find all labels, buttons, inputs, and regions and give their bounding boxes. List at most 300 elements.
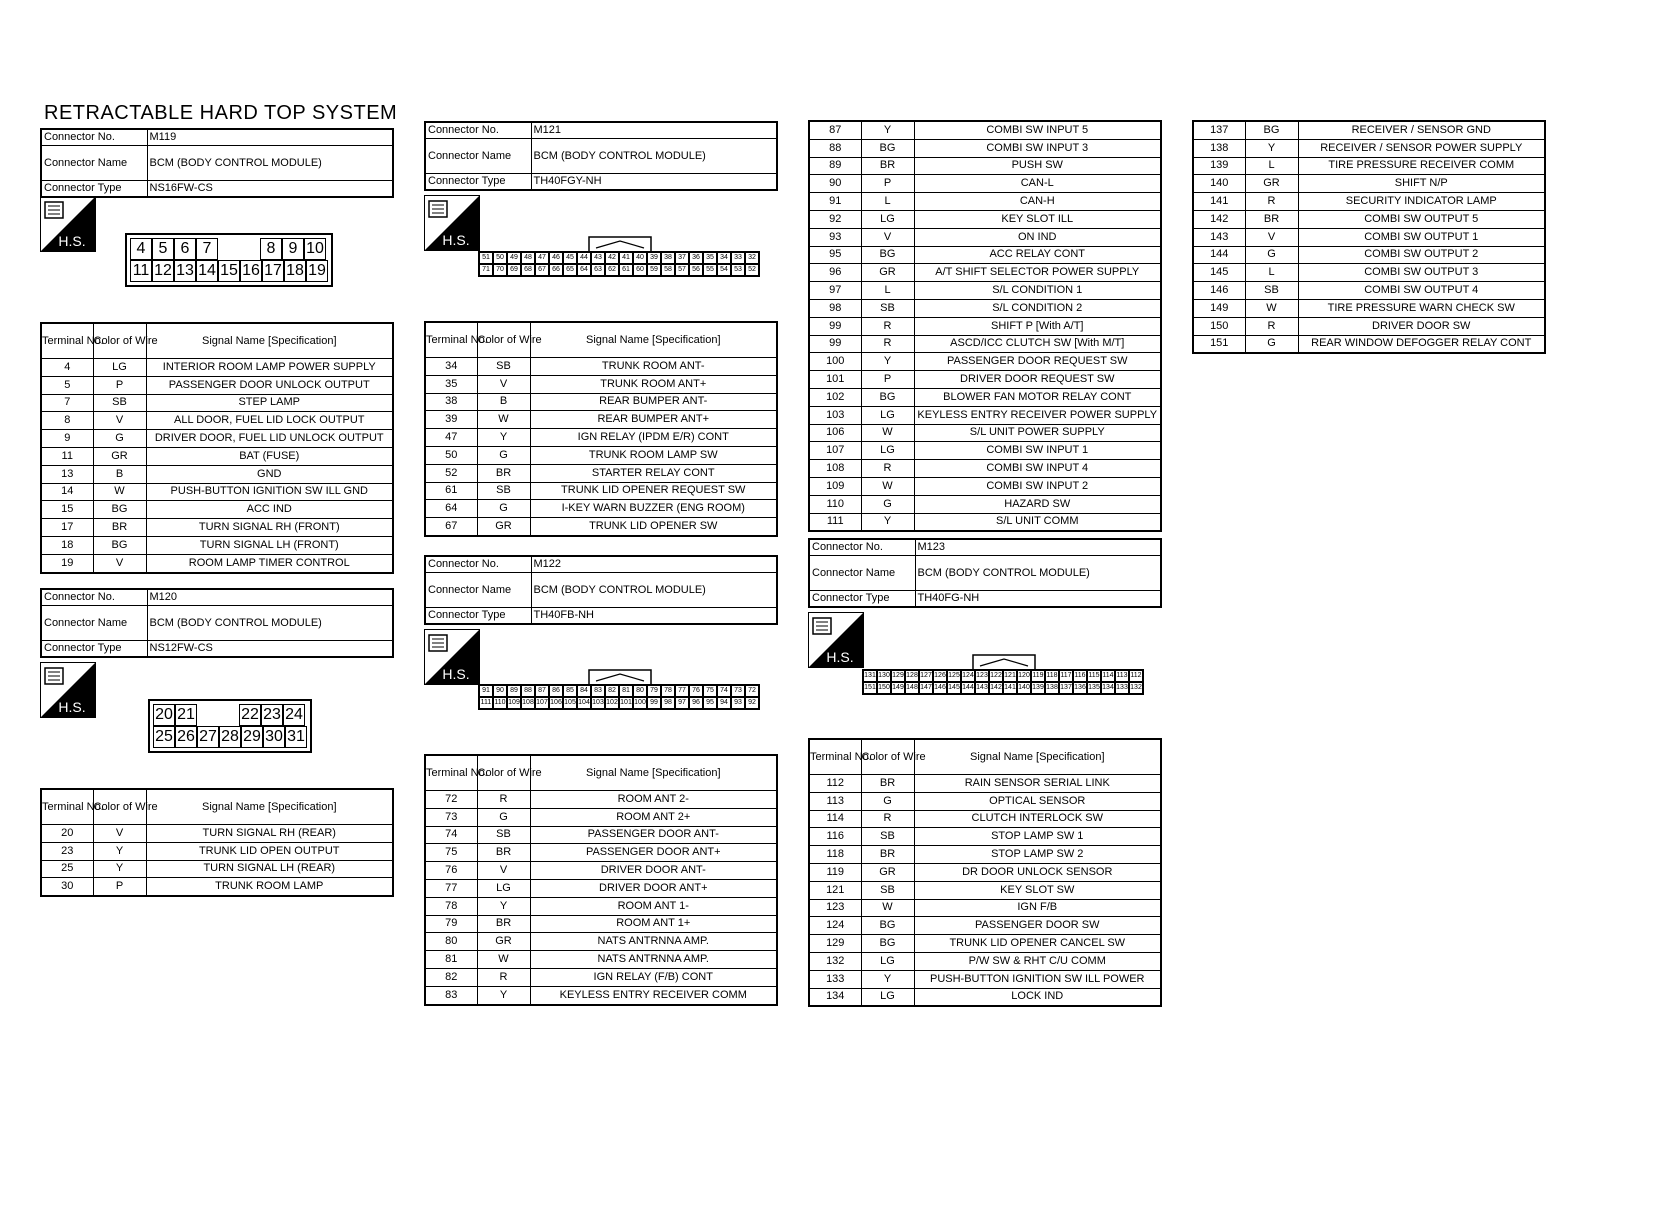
- pin-cell: 118: [1045, 670, 1059, 682]
- terminal-no: 72: [425, 791, 477, 809]
- pin-cell: 74: [717, 685, 731, 697]
- signal-name: PASSENGER DOOR SW: [914, 917, 1161, 935]
- table-row: [41, 430, 393, 448]
- wire-color: LG: [861, 210, 914, 228]
- wire-color: SB: [477, 482, 530, 500]
- pin-cell: 122: [989, 670, 1003, 682]
- pin-cell: 64: [577, 264, 591, 276]
- terminal-no: 144: [1193, 246, 1245, 264]
- table-row: [425, 879, 777, 897]
- terminal-no: 52: [425, 464, 477, 482]
- label-connector-name: Connector Name: [41, 146, 147, 181]
- wire-color: SB: [477, 826, 530, 844]
- connector-name: BCM (BODY CONTROL MODULE): [147, 146, 393, 181]
- table-row: [425, 933, 777, 951]
- table-row: [425, 429, 777, 447]
- hs-label: H.S.: [826, 649, 854, 665]
- connector-face-m122: [478, 684, 760, 710]
- pin-cell: 131: [863, 670, 877, 682]
- terminal-no: 132: [809, 952, 861, 970]
- signal-name: TRUNK ROOM LAMP: [146, 878, 393, 896]
- table-row: [809, 513, 1161, 531]
- terminal-no: 39: [425, 411, 477, 429]
- pin-cell: 130: [877, 670, 891, 682]
- terminal-no: 7: [41, 394, 93, 412]
- pin-cell: 150: [877, 682, 891, 694]
- pin-cell: 141: [1003, 682, 1017, 694]
- table-header: [425, 755, 777, 791]
- pin-cell: 147: [919, 682, 933, 694]
- signal-name: TURN SIGNAL RH (FRONT): [146, 519, 393, 537]
- wire-color: SB: [1245, 282, 1298, 300]
- table-row: [41, 501, 393, 519]
- terminal-no: 129: [809, 935, 861, 953]
- pin-cell: 59: [647, 264, 661, 276]
- table-row: [809, 157, 1161, 175]
- terminal-no: 14: [41, 483, 93, 501]
- terminal-no: 35: [425, 375, 477, 393]
- terminal-no: 19: [41, 554, 93, 572]
- wire-color: BG: [861, 139, 914, 157]
- wire-color: L: [861, 193, 914, 211]
- pin-cell: 151: [863, 682, 877, 694]
- pin-cell: 38: [661, 252, 675, 264]
- pin-cell: 17: [262, 260, 284, 282]
- pin-cell: [218, 238, 260, 260]
- pin-cell: 116: [1073, 670, 1087, 682]
- wire-color: Y: [861, 513, 914, 531]
- wire-color: BG: [861, 388, 914, 406]
- pin-cell: 32: [745, 252, 759, 264]
- terminal-no: 5: [41, 376, 93, 394]
- header-color-of-wire: Color of Wire: [477, 755, 530, 791]
- table-row: [1193, 282, 1545, 300]
- table-row: [425, 808, 777, 826]
- connector-no: M120: [147, 589, 393, 606]
- terminal-no: 123: [809, 899, 861, 917]
- wire-color: GR: [1245, 175, 1298, 193]
- signal-name: S/L CONDITION 2: [914, 299, 1161, 317]
- pin-cell: 44: [577, 252, 591, 264]
- signal-name: COMBI SW OUTPUT 1: [1298, 228, 1545, 246]
- terminal-no: 9: [41, 430, 93, 448]
- pin-cell: 132: [1129, 682, 1143, 694]
- wire-color: BG: [93, 536, 146, 554]
- wire-color: LG: [861, 988, 914, 1006]
- signal-name: PUSH-BUTTON IGNITION SW ILL POWER: [914, 970, 1161, 988]
- pin-cell: 16: [240, 260, 262, 282]
- pin-cell: 140: [1017, 682, 1031, 694]
- signal-name: PASSENGER DOOR ANT-: [530, 826, 777, 844]
- signal-name: ROOM ANT 1-: [530, 897, 777, 915]
- pin-cell: 139: [1031, 682, 1045, 694]
- table-row: [1193, 299, 1545, 317]
- connector-no: M119: [147, 129, 393, 146]
- connector-face-m123: [862, 669, 1144, 695]
- pin-cell: 87: [535, 685, 549, 697]
- wire-color: SB: [861, 299, 914, 317]
- terminal-no: 99: [809, 317, 861, 335]
- wire-color: Y: [861, 970, 914, 988]
- signal-name: COMBI SW INPUT 5: [914, 121, 1161, 139]
- signal-name: NATS ANTRNNA AMP.: [530, 951, 777, 969]
- pin-cell: 19: [306, 260, 328, 282]
- wire-color: GR: [93, 447, 146, 465]
- table-row: [425, 411, 777, 429]
- signal-name: CAN-H: [914, 193, 1161, 211]
- pin-cell: 110: [493, 697, 507, 709]
- signal-name: ALL DOOR, FUEL LID LOCK OUTPUT: [146, 412, 393, 430]
- table-row: [809, 477, 1161, 495]
- pin-cell: 149: [891, 682, 905, 694]
- header-color-of-wire: Color of Wire: [477, 322, 530, 358]
- terminal-no: 101: [809, 371, 861, 389]
- table-row: [41, 465, 393, 483]
- terminal-no: 114: [809, 810, 861, 828]
- terminal-no: 90: [809, 175, 861, 193]
- pin-cell: 34: [717, 252, 731, 264]
- table-row: [809, 299, 1161, 317]
- signal-name: SECURITY INDICATOR LAMP: [1298, 193, 1545, 211]
- wire-color: LG: [861, 442, 914, 460]
- terminal-no: 91: [809, 193, 861, 211]
- signal-name: RECEIVER / SENSOR GND: [1298, 121, 1545, 139]
- pin-cell: 77: [675, 685, 689, 697]
- wire-color: W: [93, 483, 146, 501]
- terminal-no: 133: [809, 970, 861, 988]
- terminal-no: 17: [41, 519, 93, 537]
- pin-table-m119: [40, 322, 394, 574]
- connector-type: TH40FG-NH: [915, 591, 1161, 608]
- wire-color: GR: [861, 264, 914, 282]
- wire-color: BR: [861, 846, 914, 864]
- signal-name: PUSH-BUTTON IGNITION SW ILL GND: [146, 483, 393, 501]
- terminal-no: 77: [425, 879, 477, 897]
- wire-color: V: [93, 554, 146, 572]
- table-row: [425, 915, 777, 933]
- terminal-no: 64: [425, 500, 477, 518]
- pin-cell: 99: [647, 697, 661, 709]
- table-row: [809, 121, 1161, 139]
- terminal-no: 124: [809, 917, 861, 935]
- header-signal-name: Signal Name [Specification]: [146, 323, 393, 359]
- terminal-no: 113: [809, 792, 861, 810]
- terminal-no: 47: [425, 429, 477, 447]
- signal-name: NATS ANTRNNA AMP.: [530, 933, 777, 951]
- pin-cell: 53: [731, 264, 745, 276]
- terminal-no: 100: [809, 353, 861, 371]
- terminal-no: 89: [809, 157, 861, 175]
- table-row: [41, 825, 393, 843]
- signal-name: TRUNK LID OPEN OUTPUT: [146, 842, 393, 860]
- pin-cell: 81: [619, 685, 633, 697]
- hs-icon: [808, 612, 864, 668]
- wire-color: Y: [477, 986, 530, 1004]
- pin-table-m121: [424, 321, 778, 537]
- table-row: [809, 175, 1161, 193]
- pin-cell: 101: [619, 697, 633, 709]
- terminal-no: 74: [425, 826, 477, 844]
- connector-info-m120: [40, 588, 394, 658]
- terminal-no: 111: [809, 513, 861, 531]
- wire-color: W: [861, 477, 914, 495]
- pin-cell: 37: [675, 252, 689, 264]
- pin-cell: 13: [174, 260, 196, 282]
- pin-cell: 14: [196, 260, 218, 282]
- pin-cell: 9: [282, 238, 304, 260]
- table-row: [425, 826, 777, 844]
- pin-cell: 107: [535, 697, 549, 709]
- connector-no: M122: [531, 556, 777, 573]
- terminal-no: 98: [809, 299, 861, 317]
- signal-name: REAR BUMPER ANT-: [530, 393, 777, 411]
- pin-cell: 96: [689, 697, 703, 709]
- pin-cell: 35: [703, 252, 717, 264]
- pin-cell: 88: [521, 685, 535, 697]
- table-row: [41, 394, 393, 412]
- table-row: [425, 500, 777, 518]
- pin-cell: 36: [689, 252, 703, 264]
- connector-name: BCM (BODY CONTROL MODULE): [147, 606, 393, 641]
- terminal-no: 107: [809, 442, 861, 460]
- connector-face-m120: [148, 699, 312, 753]
- pin-cell: 109: [507, 697, 521, 709]
- pin-cell: 28: [219, 726, 241, 748]
- terminal-no: 146: [1193, 282, 1245, 300]
- pin-cell: 72: [745, 685, 759, 697]
- terminal-no: 116: [809, 828, 861, 846]
- pin-cell: 41: [619, 252, 633, 264]
- pin-cell: 76: [689, 685, 703, 697]
- pin-cell: 95: [703, 697, 717, 709]
- terminal-no: 143: [1193, 228, 1245, 246]
- signal-name: PASSENGER DOOR UNLOCK OUTPUT: [146, 376, 393, 394]
- pin-cell: 11: [130, 260, 152, 282]
- terminal-no: 99: [809, 335, 861, 353]
- terminal-no: 134: [809, 988, 861, 1006]
- table-row: [809, 210, 1161, 228]
- signal-name: SHIFT P [With A/T]: [914, 317, 1161, 335]
- pin-cell: 66: [549, 264, 563, 276]
- table-row: [41, 359, 393, 377]
- wire-color: W: [477, 951, 530, 969]
- table-row: [1193, 175, 1545, 193]
- table-row: [809, 846, 1161, 864]
- hs-label: H.S.: [442, 666, 470, 682]
- signal-name: ROOM ANT 2+: [530, 808, 777, 826]
- signal-name: BAT (FUSE): [146, 447, 393, 465]
- pin-cell: 4: [130, 238, 152, 260]
- terminal-no: 142: [1193, 210, 1245, 228]
- connector-latch: [972, 654, 1036, 670]
- table-row: [41, 842, 393, 860]
- signal-name: ROOM LAMP TIMER CONTROL: [146, 554, 393, 572]
- table-row: [809, 246, 1161, 264]
- wire-color: G: [477, 446, 530, 464]
- pin-cell: 125: [947, 670, 961, 682]
- wire-color: R: [477, 791, 530, 809]
- wire-color: SB: [93, 394, 146, 412]
- terminal-no: 78: [425, 897, 477, 915]
- pin-cell: 56: [689, 264, 703, 276]
- wire-color: BG: [861, 935, 914, 953]
- signal-name: PASSENGER DOOR ANT+: [530, 844, 777, 862]
- pin-cell: 111: [479, 697, 493, 709]
- signal-name: ON IND: [914, 228, 1161, 246]
- pin-cell: 138: [1045, 682, 1059, 694]
- connector-info-m122: [424, 555, 778, 625]
- pin-cell: 80: [633, 685, 647, 697]
- wire-color: GR: [477, 518, 530, 536]
- terminal-no: 149: [1193, 299, 1245, 317]
- table-row: [41, 536, 393, 554]
- terminal-no: 34: [425, 358, 477, 376]
- pin-cell: 79: [647, 685, 661, 697]
- label-connector-type: Connector Type: [809, 591, 915, 608]
- wire-color: BG: [93, 501, 146, 519]
- terminal-no: 81: [425, 951, 477, 969]
- wire-color: LG: [861, 406, 914, 424]
- table-row: [1193, 335, 1545, 353]
- table-row: [809, 810, 1161, 828]
- connector-info-m121: [424, 121, 778, 191]
- wire-color: V: [861, 228, 914, 246]
- table-row: [809, 495, 1161, 513]
- terminal-no: 92: [809, 210, 861, 228]
- table-row: [809, 917, 1161, 935]
- table-row: [809, 952, 1161, 970]
- wire-color: G: [1245, 246, 1298, 264]
- wire-color: BR: [477, 844, 530, 862]
- wire-color: G: [861, 792, 914, 810]
- pin-cell: 85: [563, 685, 577, 697]
- signal-name: STARTER RELAY CONT: [530, 464, 777, 482]
- table-row: [425, 791, 777, 809]
- terminal-no: 88: [809, 139, 861, 157]
- signal-name: LOCK IND: [914, 988, 1161, 1006]
- wire-color: W: [477, 411, 530, 429]
- header-signal-name: Signal Name [Specification]: [530, 322, 777, 358]
- connector-name: BCM (BODY CONTROL MODULE): [531, 139, 777, 174]
- pin-cell: 71: [479, 264, 493, 276]
- pin-cell: 98: [661, 697, 675, 709]
- terminal-no: 8: [41, 412, 93, 430]
- signal-name: RECEIVER / SENSOR POWER SUPPLY: [1298, 139, 1545, 157]
- table-row: [809, 828, 1161, 846]
- table-row: [41, 519, 393, 537]
- signal-name: TURN SIGNAL LH (FRONT): [146, 536, 393, 554]
- terminal-no: 108: [809, 460, 861, 478]
- table-row: [425, 482, 777, 500]
- pin-cell: 6: [174, 238, 196, 260]
- label-connector-type: Connector Type: [41, 181, 147, 198]
- wire-color: G: [93, 430, 146, 448]
- pin-cell: 54: [717, 264, 731, 276]
- table-row: [425, 968, 777, 986]
- connector-latch: [588, 669, 652, 685]
- table-row: [809, 139, 1161, 157]
- pin-cell: 117: [1059, 670, 1073, 682]
- pin-cell: 124: [961, 670, 975, 682]
- pin-cell: [197, 704, 239, 726]
- pin-cell: 89: [507, 685, 521, 697]
- table-row: [809, 406, 1161, 424]
- header-terminal-no: Terminal No.: [425, 755, 477, 791]
- pin-cell: 39: [647, 252, 661, 264]
- terminal-no: 83: [425, 986, 477, 1004]
- header-terminal-no: Terminal No.: [809, 739, 861, 775]
- pin-cell: 91: [479, 685, 493, 697]
- terminal-no: 11: [41, 447, 93, 465]
- table-row: [809, 792, 1161, 810]
- pin-cell: 47: [535, 252, 549, 264]
- signal-name: STOP LAMP SW 2: [914, 846, 1161, 864]
- wire-color: Y: [861, 121, 914, 139]
- pin-cell: 115: [1087, 670, 1101, 682]
- header-signal-name: Signal Name [Specification]: [146, 789, 393, 825]
- pin-table-m120: [40, 788, 394, 897]
- hs-icon: [424, 629, 480, 685]
- wire-color: V: [477, 375, 530, 393]
- terminal-no: 4: [41, 359, 93, 377]
- pin-cell: 55: [703, 264, 717, 276]
- terminal-no: 102: [809, 388, 861, 406]
- table-row: [809, 388, 1161, 406]
- table-row: [425, 358, 777, 376]
- pin-cell: 144: [961, 682, 975, 694]
- pin-cell: 29: [241, 726, 263, 748]
- table-row: [1193, 228, 1545, 246]
- pin-cell: 43: [591, 252, 605, 264]
- pin-cell: 33: [731, 252, 745, 264]
- signal-name: SHIFT N/P: [1298, 175, 1545, 193]
- pin-table-m122-cont: [808, 120, 1162, 532]
- pin-cell: 146: [933, 682, 947, 694]
- pin-cell: 63: [591, 264, 605, 276]
- signal-name: COMBI SW INPUT 1: [914, 442, 1161, 460]
- terminal-no: 121: [809, 881, 861, 899]
- wire-color: BR: [93, 519, 146, 537]
- pin-cell: 128: [905, 670, 919, 682]
- table-row: [1193, 246, 1545, 264]
- signal-name: COMBI SW INPUT 3: [914, 139, 1161, 157]
- terminal-no: 141: [1193, 193, 1245, 211]
- pin-cell: 26: [175, 726, 197, 748]
- table-row: [425, 446, 777, 464]
- table-row: [809, 317, 1161, 335]
- wire-color: BG: [861, 917, 914, 935]
- wire-color: W: [861, 899, 914, 917]
- table-row: [809, 460, 1161, 478]
- wire-color: BR: [477, 915, 530, 933]
- table-row: [425, 986, 777, 1004]
- signal-name: COMBI SW OUTPUT 2: [1298, 246, 1545, 264]
- pin-cell: 84: [577, 685, 591, 697]
- terminal-no: 25: [41, 860, 93, 878]
- wire-color: R: [1245, 193, 1298, 211]
- wire-color: L: [861, 282, 914, 300]
- pin-cell: 143: [975, 682, 989, 694]
- signal-name: HAZARD SW: [914, 495, 1161, 513]
- pin-cell: 78: [661, 685, 675, 697]
- wire-color: L: [1245, 264, 1298, 282]
- table-row: [425, 375, 777, 393]
- signal-name: ACC IND: [146, 501, 393, 519]
- wire-color: G: [477, 500, 530, 518]
- pin-cell: 106: [549, 697, 563, 709]
- signal-name: IGN RELAY (IPDM E/R) CONT: [530, 429, 777, 447]
- table-row: [809, 988, 1161, 1006]
